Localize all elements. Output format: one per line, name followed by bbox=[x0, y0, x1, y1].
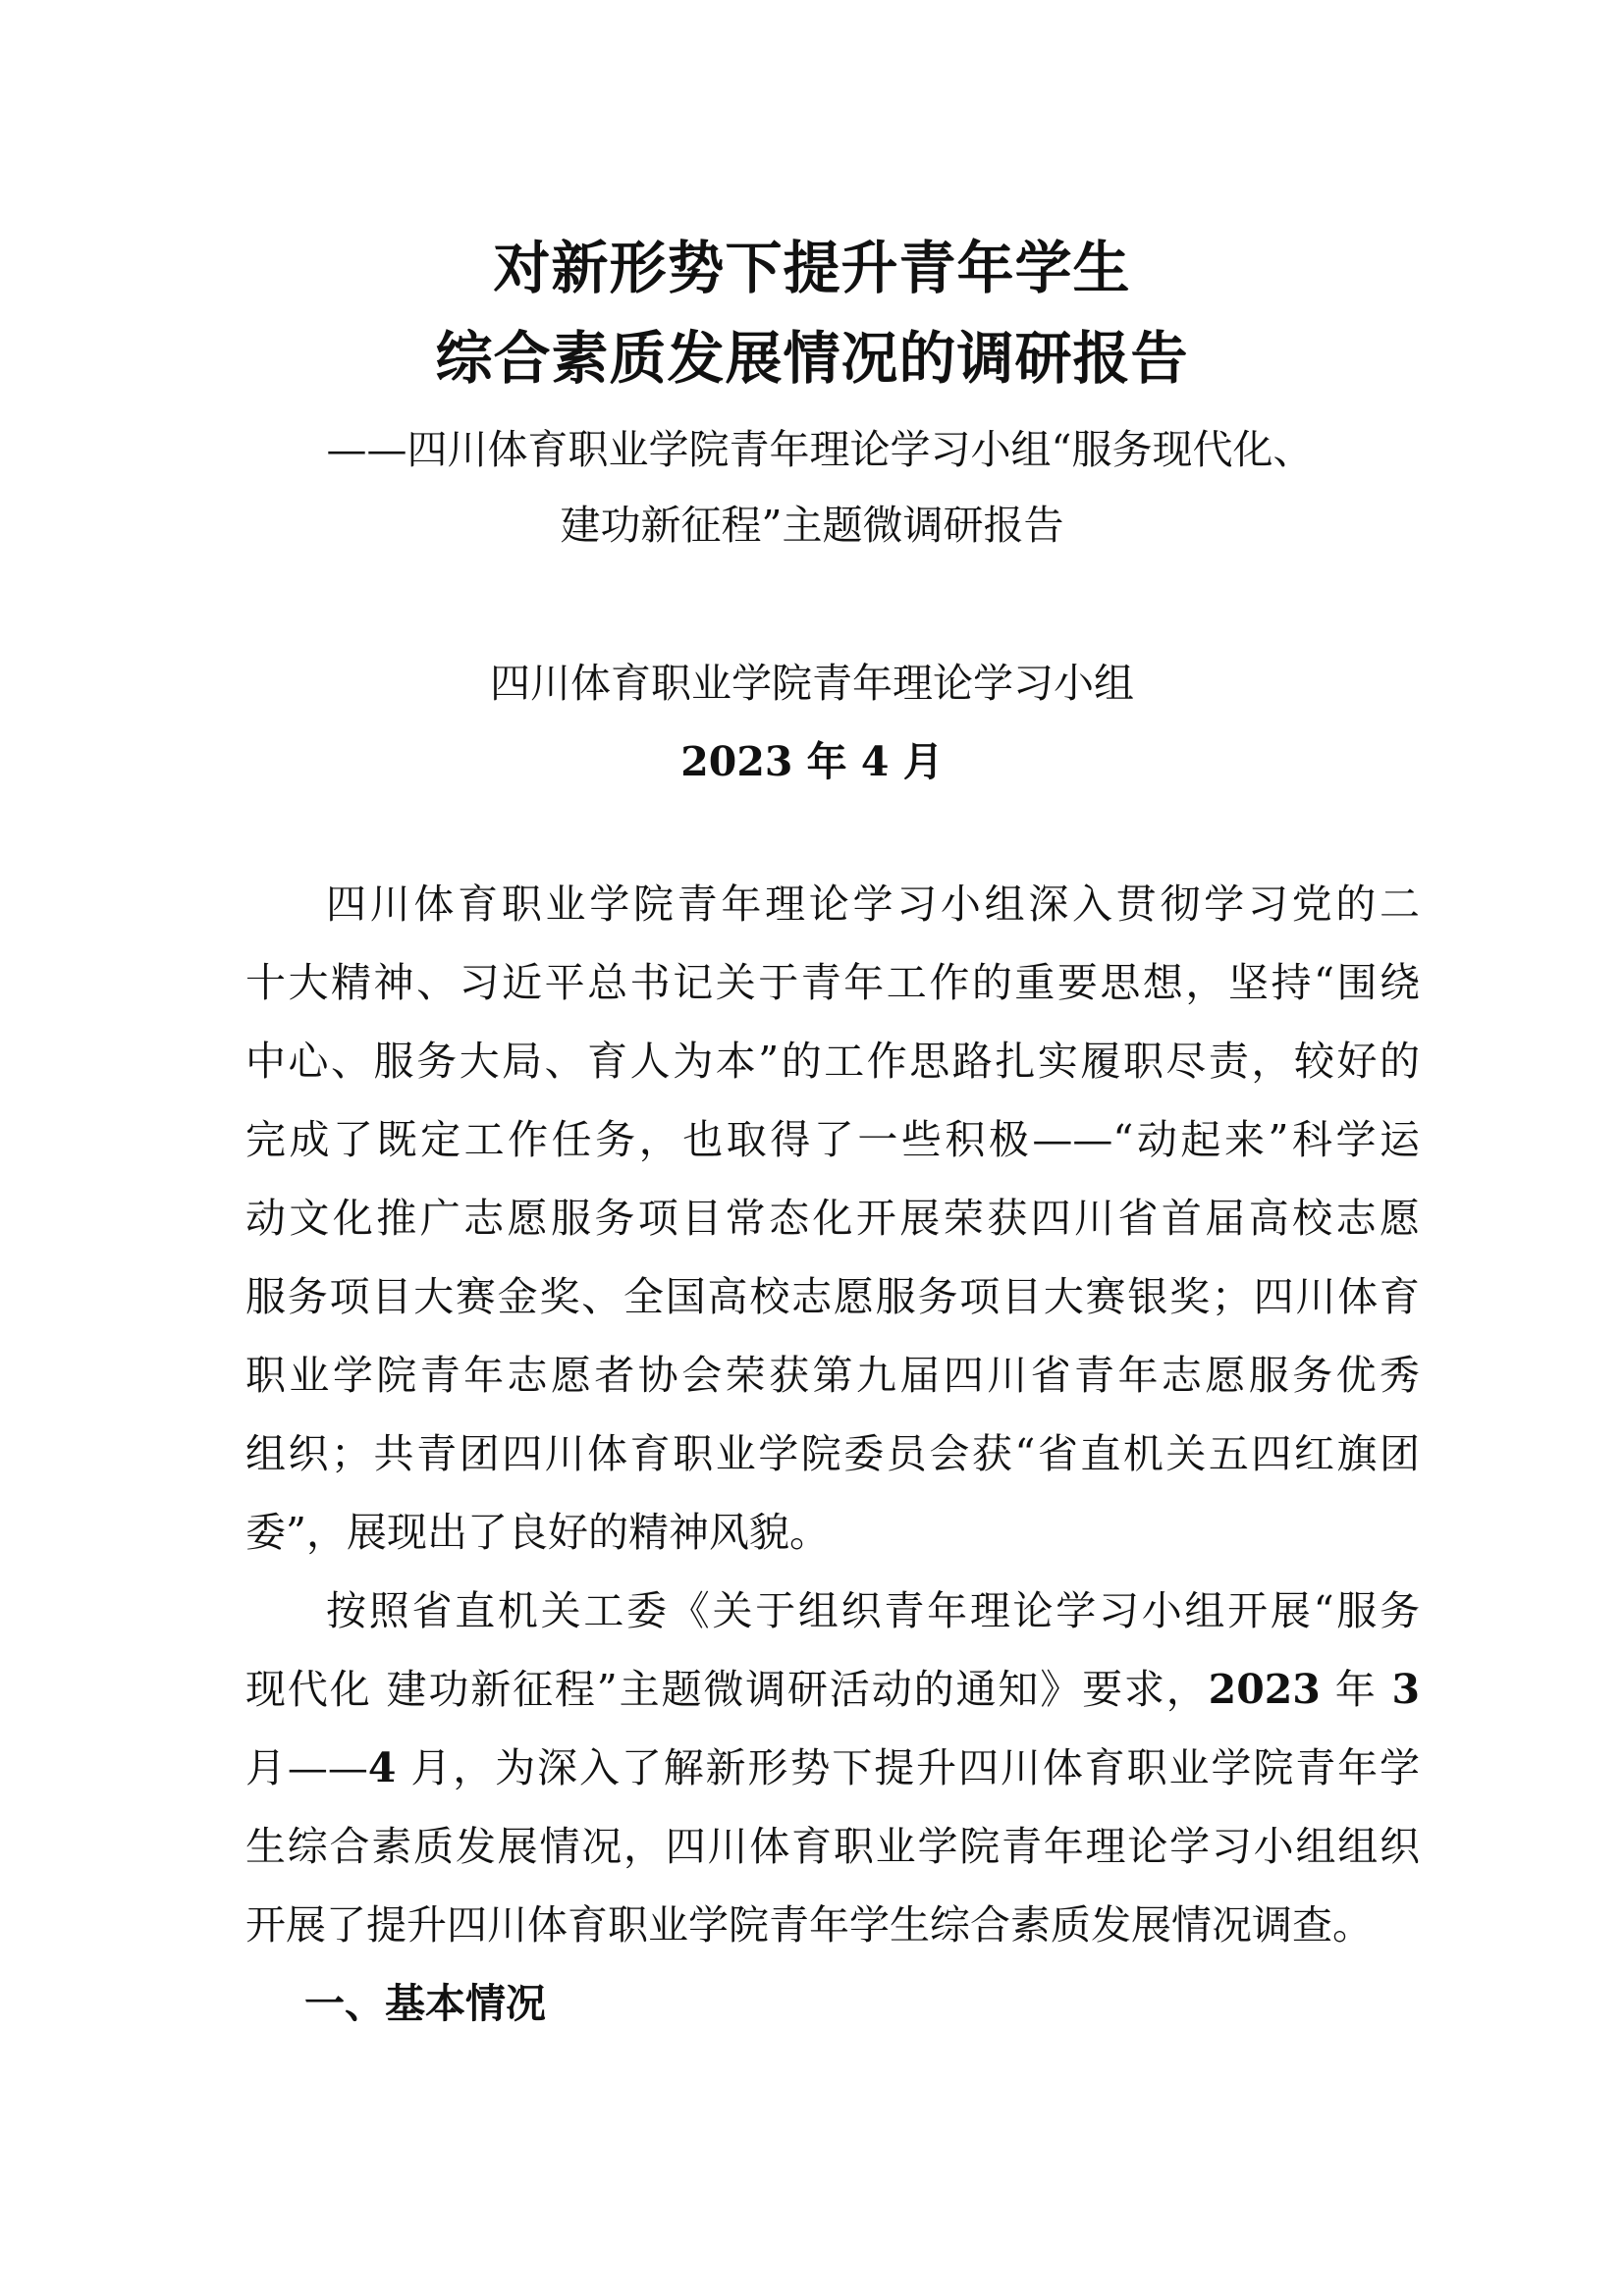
document-subtitle-line-1: ——四川体育职业学院青年理论学习小组“服务现代化、 bbox=[326, 426, 1314, 473]
paragraph-2-text: 年 bbox=[1320, 1666, 1392, 1713]
paragraph-1-line: 四川体育职业学院青年理论学习小组深入贯彻学习党的二 bbox=[326, 881, 1420, 928]
paragraph-2-month: 4 bbox=[367, 1744, 397, 1791]
paragraph-2-text: 月—— bbox=[245, 1744, 368, 1791]
paragraph-2-line bbox=[245, 1662, 1420, 1717]
section-heading: 一、基本情况 bbox=[304, 1980, 546, 2027]
paragraph-1-line: 服务项目大赛金奖、全国高校志愿服务项目大赛银奖；四川体育 bbox=[245, 1273, 1420, 1320]
document-title-line-1: 对新形势下提升青年学生 bbox=[493, 235, 1131, 301]
paragraph-2-year: 2023 bbox=[1208, 1666, 1321, 1713]
paragraph-2-text: 现代化 建功新征程”主题微调研活动的通知》要求， bbox=[245, 1666, 1209, 1713]
paragraph-1-line: 完成了既定工作任务，也取得了一些积极——“动起来”科学运 bbox=[245, 1116, 1420, 1163]
paragraph-2-line bbox=[245, 1740, 1420, 1795]
paragraph-2-month: 3 bbox=[1391, 1666, 1420, 1713]
author-organization: 四川体育职业学院青年理论学习小组 bbox=[490, 660, 1134, 707]
paragraph-1-line: 组织；共青团四川体育职业学院委员会获“省直机关五四红旗团 bbox=[245, 1430, 1420, 1477]
paragraph-1-line: 动文化推广志愿服务项目常态化开展荣获四川省首届高校志愿 bbox=[245, 1195, 1420, 1242]
paragraph-1-line: 十大精神、习近平总书记关于青年工作的重要思想，坚持“围绕 bbox=[245, 959, 1420, 1006]
paragraph-2-line: 开展了提升四川体育职业学院青年学生综合素质发展情况调查。 bbox=[245, 1901, 1373, 1949]
document-title-line-2: 综合素质发展情况的调研报告 bbox=[435, 325, 1189, 392]
paragraph-2-line: 生综合素质发展情况，四川体育职业学院青年理论学习小组组织 bbox=[245, 1823, 1420, 1870]
paragraph-1-line: 委”，展现出了良好的精神风貌。 bbox=[245, 1509, 830, 1556]
paragraph-1-line: 中心、服务大局、育人为本”的工作思路扎实履职尽责，较好的 bbox=[245, 1038, 1420, 1085]
paragraph-2-line: 按照省直机关工委《关于组织青年理论学习小组开展“服务 bbox=[326, 1587, 1420, 1634]
paragraph-2-text: 月，为深入了解新形势下提升四川体育职业学院青年学 bbox=[396, 1744, 1421, 1791]
report-date: 2023 年 4 月 bbox=[680, 738, 944, 785]
document-subtitle-line-2: 建功新征程”主题微调研报告 bbox=[560, 502, 1064, 549]
paragraph-1-line: 职业学院青年志愿者协会荣获第九届四川省青年志愿服务优秀 bbox=[245, 1352, 1420, 1399]
